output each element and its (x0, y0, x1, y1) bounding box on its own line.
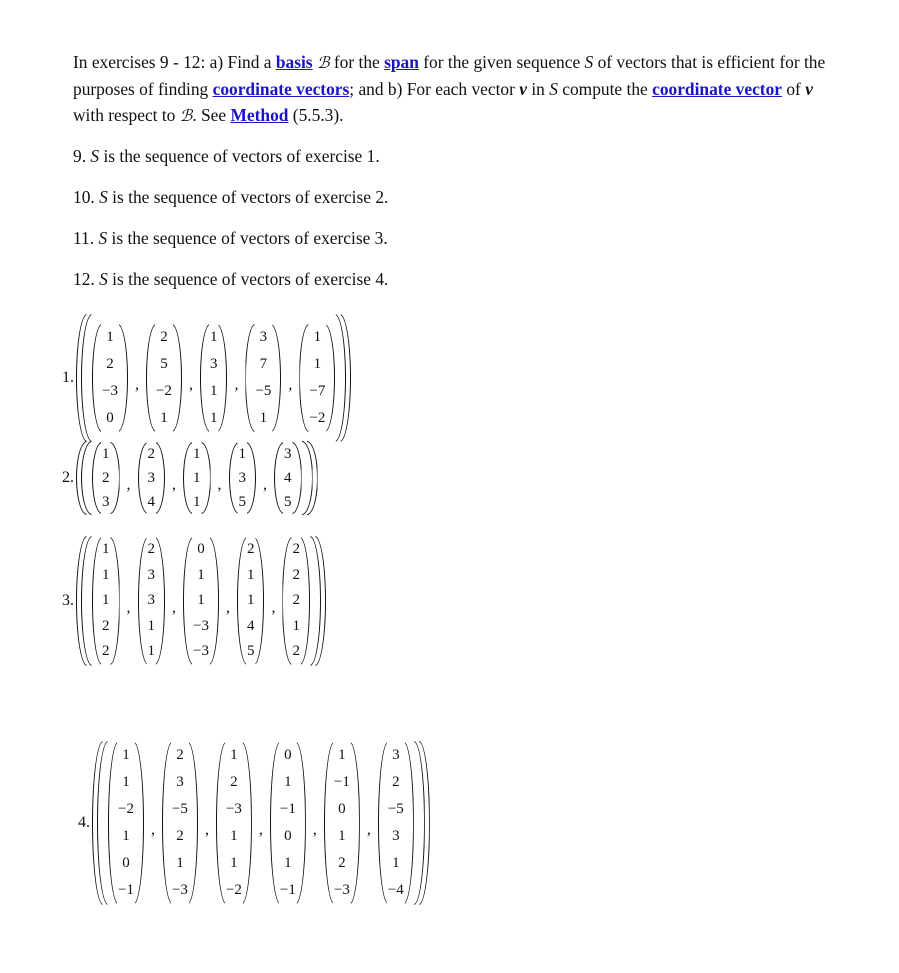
vector-entry: −5 (255, 383, 272, 399)
vector-separator: , (217, 476, 222, 493)
vector-separator: , (225, 599, 230, 616)
vector-entry: 1 (209, 329, 218, 345)
intro-text: of (782, 79, 806, 99)
sequence-open-paren (76, 536, 92, 666)
intro-text: (5.5.3). (288, 105, 344, 125)
vector-entry: 2 (392, 774, 400, 790)
vector-entry: 2 (246, 541, 255, 558)
exercise-number: 11. (73, 228, 95, 248)
vector-entry: 1 (292, 617, 300, 634)
vector-separator: , (204, 821, 209, 838)
vector-entry: 3 (284, 446, 292, 462)
vector-entry: 1 (284, 774, 292, 790)
vector-separator: , (172, 599, 176, 616)
method-link[interactable]: Method (230, 105, 289, 125)
vector-entry: −2 (225, 882, 242, 898)
vector-entry: 2 (230, 774, 238, 790)
vector-entry: 1 (193, 470, 201, 486)
vector-entry: −5 (387, 801, 404, 817)
vector-entry: 1 (313, 356, 322, 372)
exercise-number: 12. (73, 269, 95, 289)
span-link[interactable]: span (384, 52, 419, 72)
vector-entry: 3 (392, 747, 400, 763)
vector-entry: 1 (122, 774, 130, 790)
sequence-open-paren (76, 314, 92, 442)
exercise-text: is the sequence of vectors of exercise 3. (107, 228, 388, 248)
column-vector (229, 442, 257, 514)
vector-entry: 2 (176, 747, 184, 763)
vector-entry: 2 (160, 329, 168, 345)
sequence-close-paren (302, 441, 318, 515)
vector-entry: −5 (171, 801, 188, 817)
vector-entry: −1 (279, 801, 296, 817)
exercise-text: is the sequence of vectors of exercise 2. (107, 187, 389, 207)
vector-entry: −4 (387, 882, 404, 898)
vector-separator: , (234, 376, 239, 393)
vector-entry: 1 (197, 566, 205, 583)
sequence-close-paren (335, 314, 351, 442)
basis-symbol: ℬ (179, 106, 193, 125)
vector-entry: 3 (209, 356, 218, 372)
vector-separator: , (126, 599, 131, 616)
vector-entry: −7 (309, 383, 326, 399)
vector-entry: 1 (197, 592, 205, 609)
vector-separator: , (271, 599, 276, 616)
v-symbol: v (519, 79, 527, 99)
vector-entry: 2 (102, 617, 110, 634)
vector-entry: 1 (246, 592, 255, 609)
vector-entry: −1 (118, 882, 134, 898)
vector-entry: 1 (102, 446, 110, 462)
vector-entry: 0 (338, 801, 346, 817)
vector-separator: , (126, 476, 131, 493)
sequence-label: 3. (62, 592, 74, 609)
vector-entry: 1 (209, 410, 218, 426)
vector-entry: 3 (102, 494, 110, 510)
column-vector (245, 324, 281, 432)
column-vector (183, 537, 219, 665)
exercise-9 (73, 146, 380, 167)
vector-entry: 3 (176, 774, 184, 790)
vector-entry: 1 (392, 855, 400, 871)
vector-entry: 5 (246, 643, 255, 660)
vector-separator: , (288, 376, 293, 393)
vector-entry: −3 (171, 882, 188, 898)
exercise-12 (73, 269, 388, 290)
vector-entry: −3 (225, 801, 242, 817)
intro-text: ; and b) For each vector (349, 79, 520, 99)
vector-entry: 1 (102, 541, 110, 558)
S-symbol: S (549, 79, 558, 99)
vector-entry: 3 (392, 828, 400, 844)
vector-entry: 5 (284, 494, 292, 510)
vector-entry: −3 (333, 882, 350, 898)
vector-entry: 0 (106, 410, 114, 426)
instructions-paragraph (73, 49, 833, 129)
vector-entry: 1 (102, 566, 110, 583)
basis-symbol: ℬ (316, 53, 330, 72)
exercise-10 (73, 187, 388, 208)
vector-entry: 3 (147, 566, 155, 583)
vector-entry: 0 (284, 747, 292, 763)
vector-entry: 1 (338, 828, 346, 844)
vector-entry: 2 (102, 470, 110, 486)
column-vector (237, 537, 265, 665)
vector-entry: 1 (160, 410, 168, 426)
vector-separator: , (312, 821, 317, 838)
vector-entry: 1 (338, 747, 346, 763)
column-vector (92, 442, 120, 514)
vector-entry: 1 (122, 828, 130, 844)
intro-text: with respect to (73, 105, 180, 125)
exercise-number: 9. (73, 146, 87, 166)
intro-text: of vectors that is efficient for the purposes of finding (73, 52, 826, 99)
basis-link[interactable]: basis (275, 52, 313, 72)
sequence-2 (62, 441, 318, 515)
vector-entry: 2 (147, 446, 155, 462)
exercise-text: is the sequence of vectors of exercise 1. (99, 146, 380, 166)
vector-entry: 1 (230, 828, 238, 844)
sequence-close-paren (310, 536, 326, 666)
vector-separator: , (263, 476, 267, 493)
vector-entry: 1 (176, 855, 184, 871)
vector-entry: 1 (106, 329, 114, 345)
vector-entry: 2 (292, 541, 300, 558)
vector-entry: 2 (147, 541, 155, 558)
vector-entry: 1 (313, 329, 322, 345)
vector-entry: 2 (102, 643, 110, 660)
coordinate-vector-link[interactable]: coordinate vector (652, 79, 782, 99)
column-vector (92, 324, 128, 432)
vector-entry: −3 (102, 383, 118, 399)
sequence-open-paren (92, 741, 108, 905)
vector-entry: 5 (238, 494, 246, 510)
vector-entry: 2 (176, 828, 184, 844)
vector-entry: −2 (309, 410, 326, 426)
vector-entry: 1 (238, 446, 246, 462)
intro-text: for the (329, 52, 385, 72)
sequence-label: 1. (62, 369, 74, 386)
exercise-text: is the sequence of vectors of exercise 4. (107, 269, 389, 289)
vector-entry: 1 (259, 410, 268, 426)
column-vector (324, 742, 360, 904)
intro-text: in (526, 79, 550, 99)
sequence-label: 2. (62, 469, 74, 486)
vector-separator: , (172, 476, 176, 493)
column-vector (108, 742, 144, 904)
vector-entry: 7 (259, 356, 268, 372)
vector-entry: 0 (197, 541, 205, 558)
intro-text: compute the (557, 79, 653, 99)
vector-separator: , (188, 376, 193, 393)
S-symbol: S (99, 269, 108, 289)
vector-entry: 0 (122, 855, 130, 871)
vector-entry: 4 (246, 617, 255, 634)
vector-entry: 1 (193, 494, 201, 510)
sequence-label: 4. (78, 814, 90, 831)
column-vector (92, 537, 120, 665)
intro-text: . See (192, 105, 231, 125)
vector-entry: 1 (147, 617, 155, 634)
vector-separator: , (150, 821, 155, 838)
vector-separator: , (366, 821, 371, 838)
vector-entry: 4 (284, 470, 292, 486)
vector-entry: 3 (238, 470, 246, 486)
vector-entry: −3 (193, 617, 209, 634)
column-vector (299, 324, 335, 432)
intro-text: In exercises 9 - 12: a) Find a (73, 52, 276, 72)
S-symbol: S (584, 52, 594, 72)
column-vector (378, 742, 414, 904)
vector-entry: 2 (292, 592, 300, 609)
vector-separator: , (258, 821, 263, 838)
column-vector (274, 442, 302, 514)
sequence-close-paren (414, 741, 430, 905)
vector-entry: 2 (292, 643, 300, 660)
vector-entry: 5 (160, 356, 168, 372)
vector-entry: 1 (122, 747, 130, 763)
vector-entry: 3 (147, 470, 155, 486)
vector-entry: 2 (106, 356, 114, 372)
vector-entry: −3 (193, 643, 209, 660)
vector-entry: 1 (230, 855, 238, 871)
column-vector (200, 324, 228, 432)
vector-entry: −1 (333, 774, 350, 790)
S-symbol: S (98, 228, 108, 248)
sequence-4 (78, 741, 430, 905)
column-vector (138, 442, 166, 514)
vector-entry: 1 (102, 592, 110, 609)
vector-entry: 1 (147, 643, 155, 660)
column-vector (270, 742, 306, 904)
sequence-1 (62, 314, 351, 442)
vector-entry: 3 (147, 592, 155, 609)
vector-entry: 2 (338, 855, 346, 871)
S-symbol: S (99, 187, 108, 207)
coordinate-vectors-link[interactable]: coordinate vectors (212, 79, 350, 99)
vector-entry: 1 (246, 566, 255, 583)
v-symbol: v (805, 79, 813, 99)
intro-text: for the given sequence (418, 52, 585, 72)
column-vector (282, 537, 310, 665)
column-vector (183, 442, 211, 514)
vector-entry: 2 (292, 566, 300, 583)
vector-entry: 1 (209, 383, 218, 399)
vector-entry: −1 (279, 882, 296, 898)
exercise-number: 10. (73, 187, 95, 207)
exercise-11 (73, 228, 388, 249)
vector-entry: 4 (147, 494, 155, 510)
vector-entry: 1 (230, 747, 238, 763)
vector-entry: −2 (118, 801, 134, 817)
column-vector (146, 324, 182, 432)
column-vector (216, 742, 252, 904)
vector-entry: 1 (284, 855, 292, 871)
vector-entry: 1 (193, 446, 201, 462)
vector-entry: 0 (284, 828, 292, 844)
column-vector (162, 742, 198, 904)
sequence-open-paren (76, 441, 92, 515)
vector-separator: , (134, 376, 139, 393)
vector-entry: −2 (155, 383, 172, 399)
S-symbol: S (90, 146, 100, 166)
vector-entry: 3 (259, 329, 268, 345)
column-vector (138, 537, 166, 665)
sequence-3 (62, 536, 326, 666)
